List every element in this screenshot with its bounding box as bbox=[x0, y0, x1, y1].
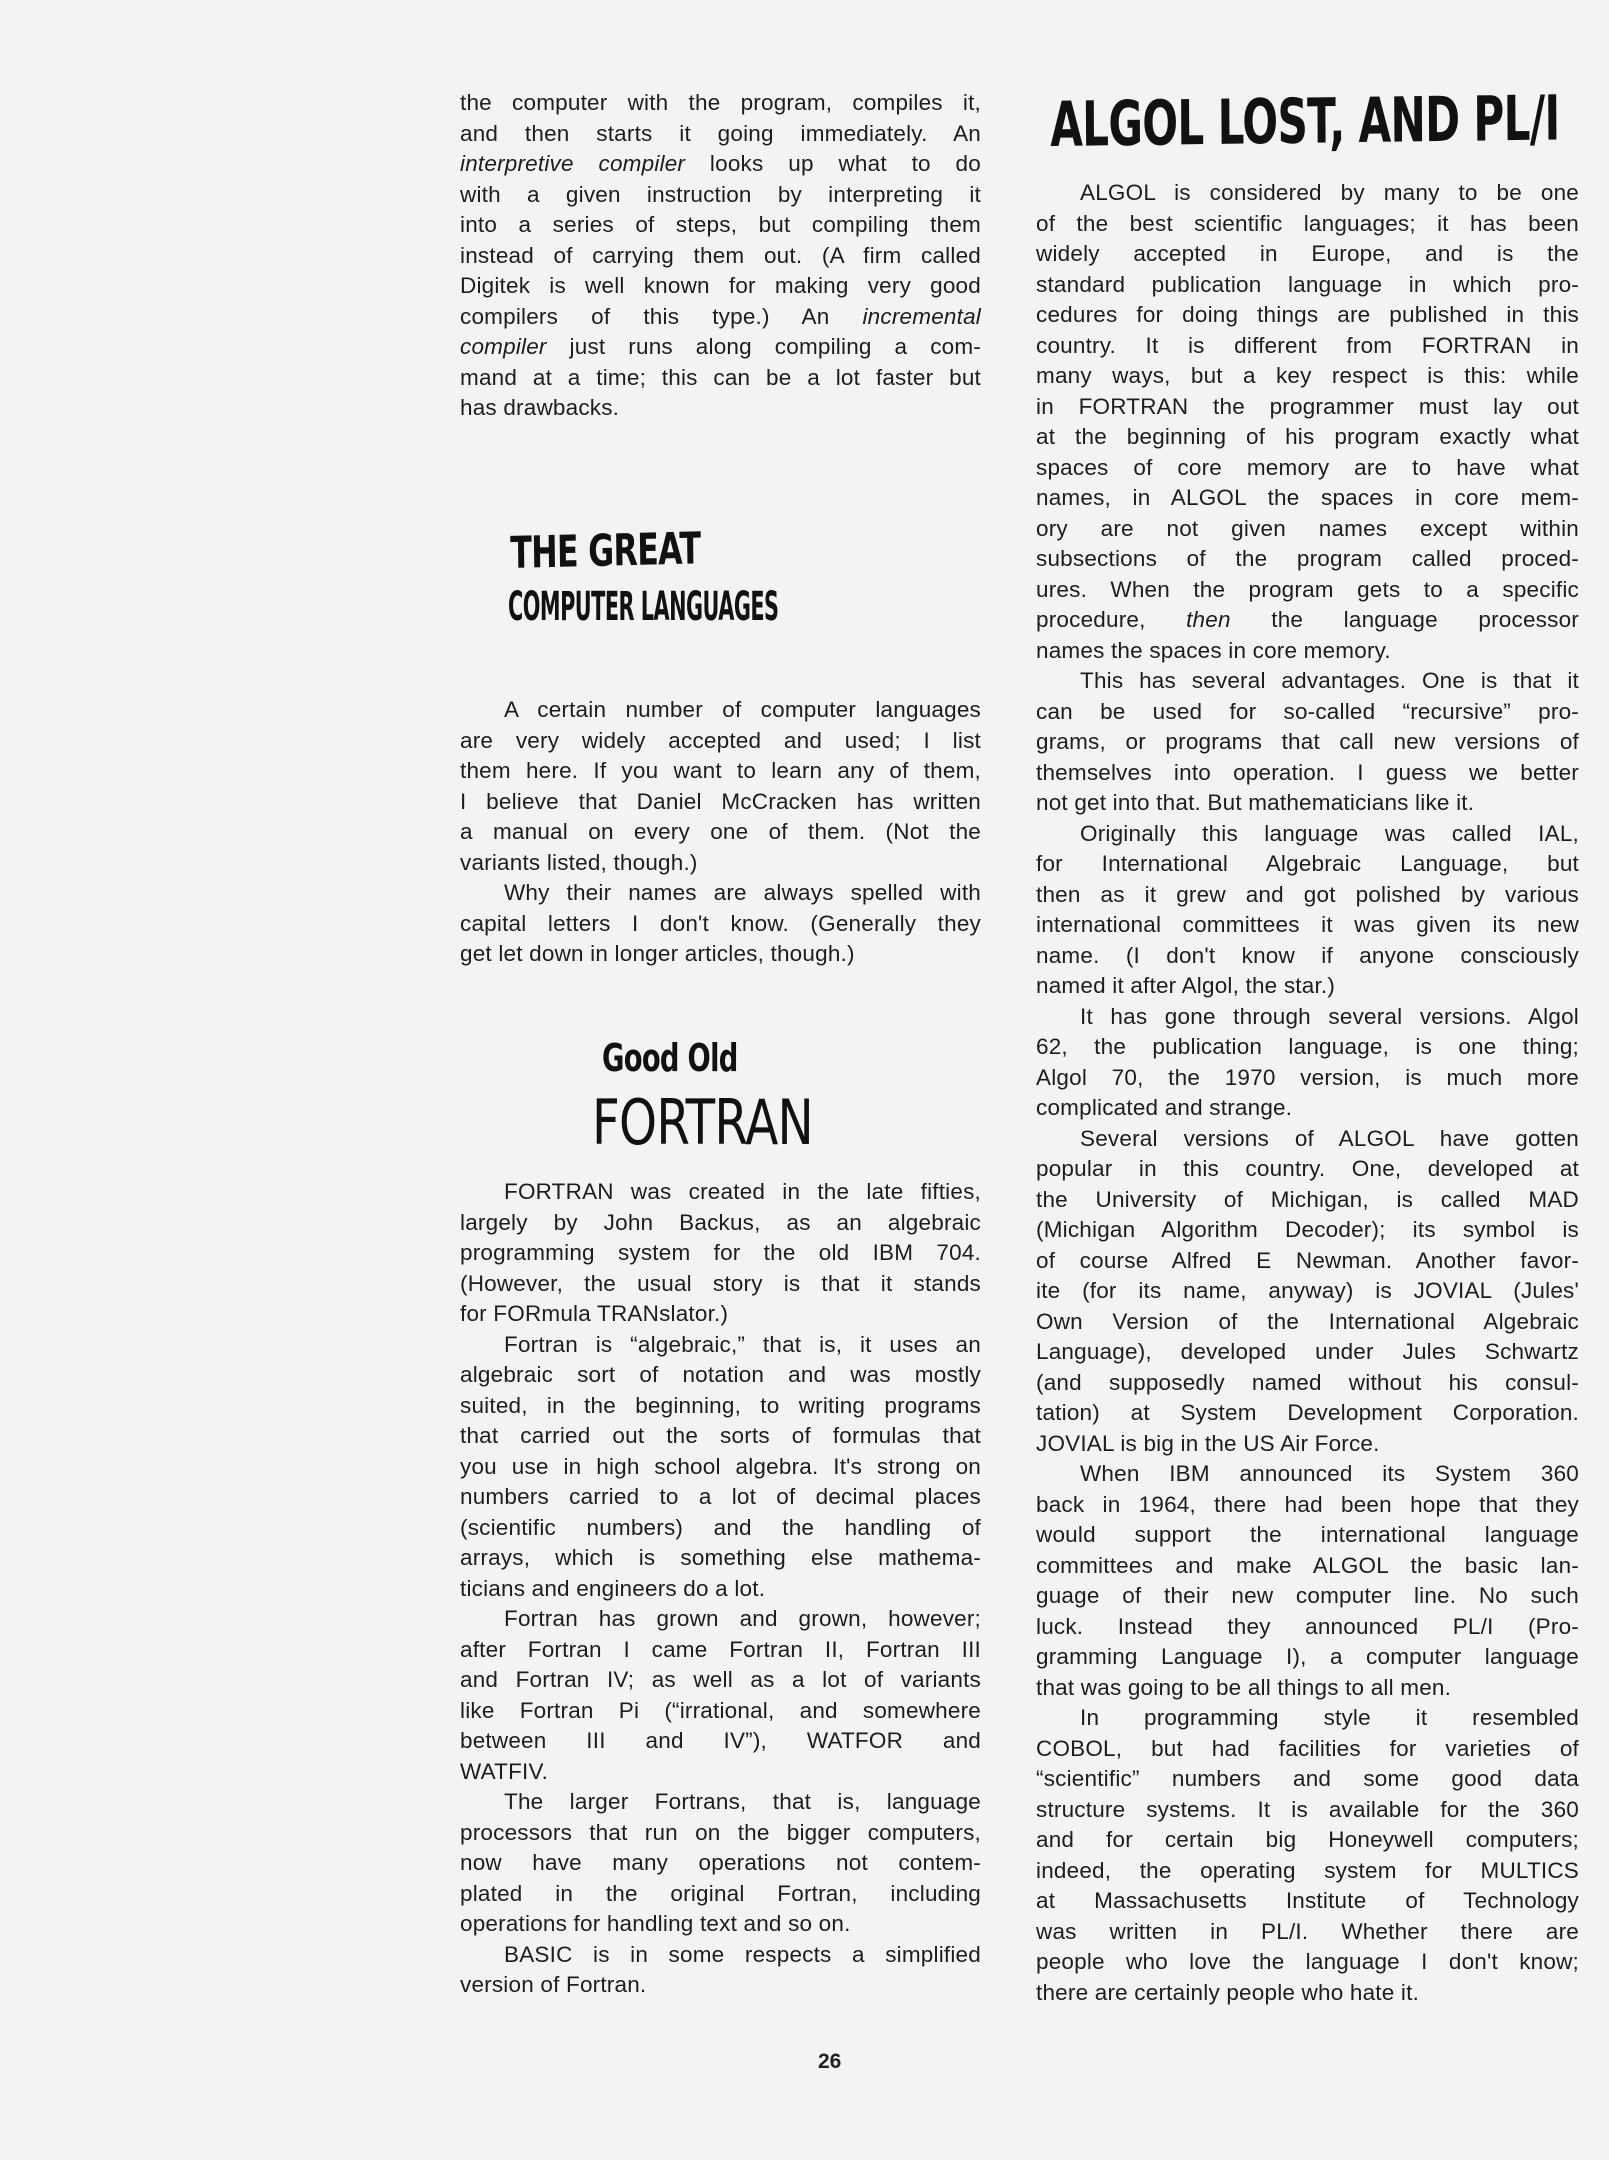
text-line: back in 1964, there had been hope that they bbox=[1036, 1491, 1579, 1517]
text-line: cedures for doing things are published in this bbox=[1036, 302, 1579, 327]
text-line: capital letters I don't know. (Generally they bbox=[460, 910, 981, 936]
text-line: COBOL, but had facilities for varieties of bbox=[1036, 1735, 1579, 1761]
paragraph bbox=[460, 1177, 981, 1330]
heading-good-old-fortran-line1: Good Old bbox=[602, 1036, 738, 1080]
text-line: A certain number of computer languages bbox=[504, 697, 981, 722]
text-line: like Fortran Pi (“irrational, and somewhere bbox=[460, 1697, 981, 1723]
text-line: for FORmula TRANslator.) bbox=[460, 1301, 729, 1326]
paragraph bbox=[460, 1604, 981, 1787]
heading-great-languages-line1: THE GREAT bbox=[510, 523, 701, 579]
text-line: international committees it was given its new bbox=[1036, 912, 1579, 937]
text-line: gramming Language I), a computer language bbox=[1036, 1644, 1579, 1669]
text-line: and Fortran IV; as well as a lot of variants bbox=[460, 1667, 981, 1692]
text-line: (scientific numbers) and the handling of bbox=[460, 1514, 981, 1540]
text-line: Several versions of ALGOL have gotten bbox=[1080, 1125, 1579, 1151]
text-line: then as it grew and got polished by various bbox=[1036, 881, 1579, 907]
text-line: Originally this language was called IAL, bbox=[1080, 820, 1579, 846]
text-line: tation) at System Development Corporation. bbox=[1036, 1400, 1579, 1425]
text-line: instead of carrying them out. (A firm called bbox=[460, 242, 981, 268]
text-line: mand at a time; this can be a lot faster but bbox=[460, 364, 981, 390]
section-fortran bbox=[460, 1177, 981, 2001]
text-line: at the beginning of his program exactly what bbox=[1036, 424, 1579, 449]
text-line: processors that run on the bigger computers, bbox=[460, 1819, 981, 1845]
text-line: interpretive compiler looks up what to do bbox=[460, 151, 981, 176]
text-line: This has several advantages. One is that it bbox=[1080, 668, 1579, 693]
text-line: the computer with the program, compiles it, bbox=[460, 90, 981, 115]
text-line: popular in this country. One, developed at bbox=[1036, 1156, 1579, 1181]
text-line: ALGOL is considered by many to be one bbox=[1080, 180, 1579, 205]
text-line: In programming style it resembled bbox=[1080, 1705, 1579, 1730]
text-line: and for certain big Honeywell computers; bbox=[1036, 1827, 1579, 1852]
text-line: are very widely accepted and used; I list bbox=[460, 727, 981, 753]
left-intro bbox=[460, 88, 981, 424]
text-line: of the best scientific languages; it has been bbox=[1036, 210, 1579, 236]
text-line: country. It is different from FORTRAN in bbox=[1036, 332, 1579, 358]
text-line: indeed, the operating system for MULTICS bbox=[1036, 1857, 1579, 1883]
text-line: ite (for its name, anyway) is JOVIAL (Jules' bbox=[1036, 1278, 1579, 1303]
text-line: has drawbacks. bbox=[460, 395, 620, 420]
text-line: widely accepted in Europe, and is the bbox=[1036, 241, 1579, 266]
text-line: names the spaces in core memory. bbox=[1036, 637, 1391, 663]
paragraph bbox=[460, 695, 981, 878]
paragraph bbox=[460, 878, 981, 970]
text-line: arrays, which is something else mathema- bbox=[460, 1545, 981, 1570]
text-line: WATFIV. bbox=[460, 1758, 549, 1784]
text-line: Digitek is well known for making very good bbox=[460, 273, 981, 298]
text-line: (Michigan Algorithm Decoder); its symbol is bbox=[1036, 1217, 1579, 1242]
paragraph bbox=[1036, 666, 1579, 819]
text-line: operations for handling text and so on. bbox=[460, 1911, 851, 1936]
text-line: ticians and engineers do a lot. bbox=[460, 1575, 766, 1601]
text-line: Fortran has grown and grown, however; bbox=[504, 1606, 981, 1631]
heading-algol-pl1: ALGOL LOST, AND PL/I bbox=[1050, 81, 1560, 161]
text-line: complicated and strange. bbox=[1036, 1095, 1293, 1120]
paragraph bbox=[1036, 178, 1579, 666]
text-line: I believe that Daniel McCracken has written bbox=[460, 788, 981, 814]
text-line: structure systems. It is available for the 360 bbox=[1036, 1796, 1579, 1822]
text-line: committees and make ALGOL the basic lan- bbox=[1036, 1552, 1579, 1578]
text-line: you use in high school algebra. It's strong on bbox=[460, 1453, 981, 1479]
text-line: Language), developed under Jules Schwartz bbox=[1036, 1339, 1579, 1364]
text-line: and then starts it going immediately. An bbox=[460, 120, 981, 146]
text-line: plated in the original Fortran, including bbox=[460, 1880, 981, 1906]
text-line: It has gone through several versions. Algol bbox=[1080, 1003, 1579, 1029]
text-line: largely by John Backus, as an algebraic bbox=[460, 1209, 981, 1235]
text-line: compiler just runs along compiling a com- bbox=[460, 334, 981, 359]
text-line: suited, in the beginning, to writing programs bbox=[460, 1392, 981, 1418]
text-line: now have many operations not contem- bbox=[460, 1850, 981, 1875]
text-line: of course Alfred E Newman. Another favor- bbox=[1036, 1247, 1579, 1273]
text-line: standard publication language in which pro- bbox=[1036, 271, 1579, 297]
text-line: was written in PL/I. Whether there are bbox=[1036, 1918, 1579, 1944]
text-line: numbers carried to a lot of decimal places bbox=[460, 1484, 981, 1509]
page-number: 26 bbox=[818, 2050, 842, 2073]
text-line: procedure, then the language processor bbox=[1036, 607, 1579, 632]
paragraph bbox=[1036, 1459, 1579, 1703]
text-line: in FORTRAN the programmer must lay out bbox=[1036, 393, 1579, 419]
text-line: luck. Instead they announced PL/I (Pro- bbox=[1036, 1613, 1579, 1639]
text-line: that was going to be all things to all men. bbox=[1036, 1674, 1452, 1700]
text-line: there are certainly people who hate it. bbox=[1036, 1979, 1420, 2005]
paragraph bbox=[460, 1330, 981, 1605]
paragraph bbox=[460, 88, 981, 424]
paragraph bbox=[460, 1787, 981, 1940]
text-line: 62, the publication language, is one thing; bbox=[1036, 1034, 1579, 1059]
text-line: grams, or programs that call new versions of bbox=[1036, 729, 1579, 754]
text-line: guage of their new computer line. No such bbox=[1036, 1583, 1579, 1608]
heading-great-languages-line2: COMPUTER LANGUAGES bbox=[508, 584, 779, 630]
text-line: variants listed, though.) bbox=[460, 849, 698, 875]
text-line: people who love the language I don't know; bbox=[1036, 1949, 1579, 1974]
text-line: When IBM announced its System 360 bbox=[1080, 1461, 1579, 1486]
text-line: Why their names are always spelled with bbox=[504, 880, 981, 905]
paragraph bbox=[460, 1940, 981, 2001]
text-line: get let down in longer articles, though.) bbox=[460, 941, 855, 966]
text-line: ures. When the program gets to a specific bbox=[1036, 576, 1579, 602]
text-line: (and supposedly named without his consul- bbox=[1036, 1369, 1579, 1395]
text-line: them here. If you want to learn any of them, bbox=[460, 758, 981, 783]
text-line: can be used for so-called “recursive” pro- bbox=[1036, 698, 1579, 724]
text-line: spaces of core memory are to have what bbox=[1036, 454, 1579, 480]
text-line: subsections of the program called proced- bbox=[1036, 546, 1579, 571]
text-line: not get into that. But mathematicians like it. bbox=[1036, 790, 1475, 815]
text-line: at Massachusetts Institute of Technology bbox=[1036, 1888, 1579, 1913]
text-line: ory are not given names except within bbox=[1036, 515, 1579, 541]
heading-good-old-fortran-line2: FORTRAN bbox=[592, 1086, 813, 1159]
text-line: (However, the usual story is that it stands bbox=[460, 1270, 981, 1296]
text-line: between III and IV”), WATFOR and bbox=[460, 1728, 981, 1753]
text-line: a manual on every one of them. (Not the bbox=[460, 819, 981, 844]
text-line: Fortran is “algebraic,” that is, it uses an bbox=[504, 1331, 981, 1357]
text-line: names, in ALGOL the spaces in core mem- bbox=[1036, 485, 1579, 510]
paragraph bbox=[1036, 819, 1579, 1002]
paragraph bbox=[1036, 1002, 1579, 1124]
text-line: the University of Michigan, is called MAD bbox=[1036, 1186, 1579, 1212]
text-line: algebraic sort of notation and was mostly bbox=[460, 1362, 981, 1387]
text-line: themselves into operation. I guess we better bbox=[1036, 759, 1579, 785]
text-line: for International Algebraic Language, but bbox=[1036, 851, 1579, 876]
text-line: many ways, but a key respect is this: while bbox=[1036, 363, 1579, 388]
text-line: JOVIAL is big in the US Air Force. bbox=[1036, 1430, 1380, 1456]
paragraph bbox=[1036, 1703, 1579, 2008]
text-line: after Fortran I came Fortran II, Fortran III bbox=[460, 1636, 981, 1662]
text-line: would support the international language bbox=[1036, 1522, 1579, 1547]
text-line: programming system for the old IBM 704. bbox=[460, 1240, 981, 1265]
text-line: Algol 70, the 1970 version, is much more bbox=[1036, 1064, 1579, 1090]
text-line: FORTRAN was created in the late fifties, bbox=[504, 1179, 981, 1204]
paragraph bbox=[1036, 1124, 1579, 1460]
text-line: into a series of steps, but compiling them bbox=[460, 212, 981, 237]
text-line: version of Fortran. bbox=[460, 1972, 647, 1997]
text-line: compilers of this type.) An incremental bbox=[460, 303, 981, 329]
text-line: BASIC is in some respects a simplified bbox=[504, 1941, 981, 1967]
text-line: named it after Algol, the star.) bbox=[1036, 973, 1336, 998]
text-line: The larger Fortrans, that is, language bbox=[504, 1789, 981, 1814]
text-line: that carried out the sorts of formulas that bbox=[460, 1423, 981, 1448]
text-line: with a given instruction by interpreting it bbox=[460, 181, 981, 207]
section-algol bbox=[1036, 178, 1579, 2008]
section-languages bbox=[460, 695, 981, 970]
text-line: “scientific” numbers and some good data bbox=[1036, 1766, 1579, 1791]
text-line: Own Version of the International Algebraic bbox=[1036, 1308, 1579, 1334]
text-line: name. (I don't know if anyone consciously bbox=[1036, 942, 1579, 968]
